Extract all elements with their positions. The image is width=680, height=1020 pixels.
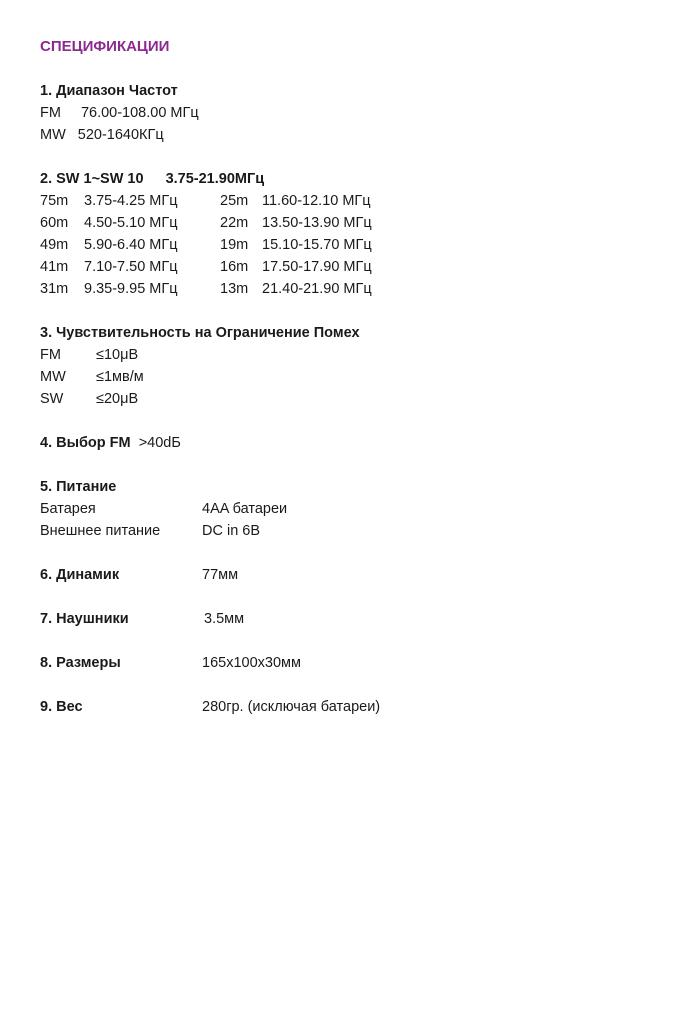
section-5-heading: 5. Питание — [40, 479, 117, 495]
band-range: 3.75-4.25 МГц — [84, 193, 178, 209]
spec-item-label: 8. Размеры — [40, 655, 121, 671]
band-code: 41m — [40, 259, 69, 275]
sensitivity-row — [40, 366, 660, 388]
band-code: 60m — [40, 215, 69, 231]
sw-heading-label: 2. SW 1~SW 10 — [40, 171, 144, 187]
band-range: 15.10-15.70 МГц — [262, 237, 372, 253]
band-code: 75m — [40, 193, 69, 209]
band-range: 21.40-21.90 МГц — [262, 281, 372, 297]
page-title: СПЕЦИФИКАЦИИ — [40, 38, 170, 55]
spec-item-label: 6. Динамик — [40, 567, 120, 583]
spec-item-headphones — [40, 608, 660, 630]
mw-range-row — [40, 124, 660, 146]
band-range: 4.50-5.10 МГц — [84, 215, 178, 231]
section-2-heading — [40, 168, 660, 190]
band-range: 13.50-13.90 МГц — [262, 215, 372, 231]
band-code: 19m — [220, 237, 249, 253]
sensitivity-value: ≤20μB — [96, 391, 139, 407]
sw-band-row — [40, 190, 660, 212]
sw-band-table — [40, 190, 660, 300]
fm-range-row — [40, 102, 660, 124]
external-power-row — [40, 520, 660, 542]
external-power-label: Внешнее питание — [40, 523, 161, 539]
sensitivity-label: FM — [40, 347, 61, 363]
sw-band-row — [40, 212, 660, 234]
sensitivity-value: ≤1мв/м — [96, 369, 144, 385]
spec-item-speaker — [40, 564, 660, 586]
band-range: 11.60-12.10 МГц — [262, 193, 371, 209]
section-4-heading: 4. Выбор FM — [40, 435, 131, 451]
spec-item-weight — [40, 696, 660, 718]
band-code: 49m — [40, 237, 69, 253]
band-range: 5.90-6.40 МГц — [84, 237, 178, 253]
battery-row — [40, 498, 660, 520]
sensitivity-row — [40, 344, 660, 366]
section-1-heading: 1. Диапазон Частот — [40, 83, 178, 99]
band-code: 16m — [220, 259, 249, 275]
band-range: 9.35-9.95 МГц — [84, 281, 178, 297]
spec-item-dimensions — [40, 652, 660, 674]
section-4-row — [40, 432, 660, 454]
spec-item-value: 280гр. (исключая батареи) — [202, 699, 381, 715]
mw-label: MW — [40, 127, 66, 143]
spec-item-value: 3.5мм — [204, 611, 245, 627]
spec-item-value: 77мм — [202, 567, 239, 583]
mw-value: 520-1640КГц — [77, 127, 164, 143]
fm-value: 76.00-108.00 МГц — [80, 105, 199, 121]
sensitivity-value: ≤10μB — [96, 347, 139, 363]
spec-page — [40, 36, 660, 718]
sensitivity-row — [40, 388, 660, 410]
band-range: 7.10-7.50 МГц — [84, 259, 178, 275]
sensitivity-label: SW — [40, 391, 64, 407]
sensitivity-label: MW — [40, 369, 66, 385]
spec-item-label: 9. Вес — [40, 699, 83, 715]
band-code: 22m — [220, 215, 249, 231]
sw-heading-range: 3.75-21.90МГц — [165, 171, 265, 187]
spec-item-label: 7. Наушники — [40, 611, 129, 627]
section-3-heading: 3. Чувствительность на Ограничение Помех — [40, 325, 360, 341]
sw-band-row — [40, 256, 660, 278]
band-code: 31m — [40, 281, 69, 297]
fm-selectivity-value: >40dБ — [138, 435, 181, 451]
battery-label: Батарея — [40, 501, 96, 517]
band-range: 17.50-17.90 МГц — [262, 259, 372, 275]
band-code: 25m — [220, 193, 249, 209]
sw-band-row — [40, 234, 660, 256]
fm-label: FM — [40, 105, 61, 121]
band-code: 13m — [220, 281, 249, 297]
external-power-value: DC in 6В — [202, 523, 261, 539]
battery-value: 4AA батареи — [202, 501, 288, 517]
spec-item-value: 165x100x30мм — [202, 655, 301, 671]
sw-band-row — [40, 278, 660, 300]
